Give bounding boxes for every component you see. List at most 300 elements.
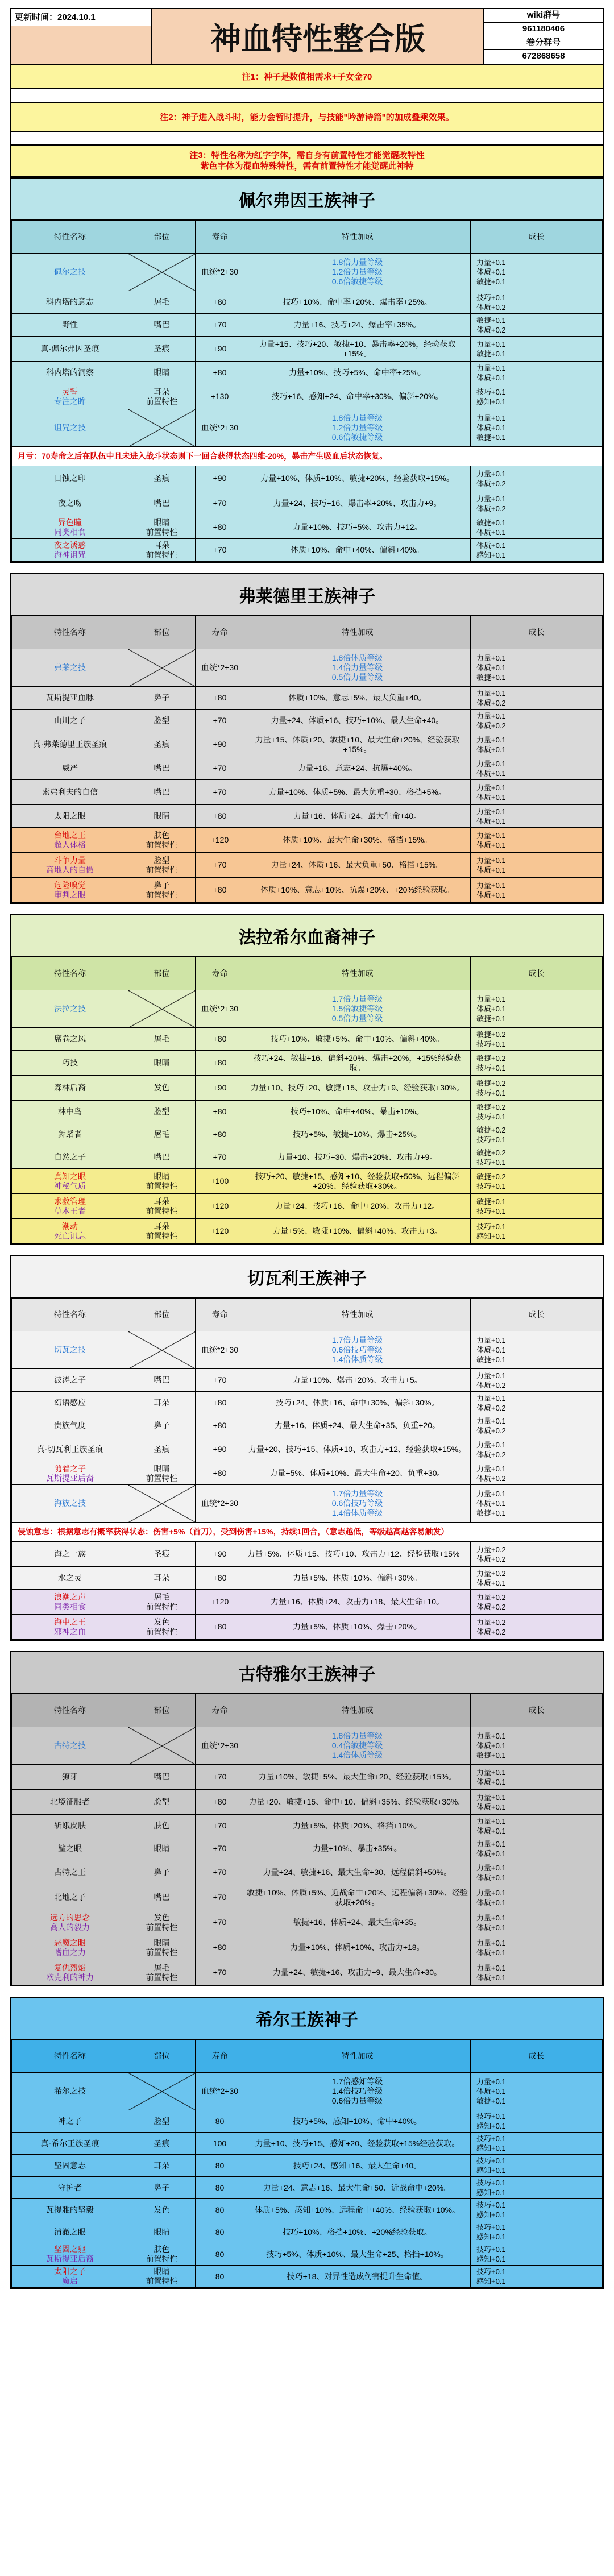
trait-name: 真·切瓦利王族圣痕 bbox=[36, 1445, 103, 1454]
trait-name-cell bbox=[12, 990, 128, 1028]
trait-bonus-line: 力量+16、体质+24、攻击力+18、最大生命+10。 bbox=[271, 1597, 444, 1606]
section-banner: 月亏：70寿命之后在队伍中且未进入战斗状态则下一回合获得状态四维-20%，暴击产生吸血后状态恢复。 bbox=[12, 447, 603, 466]
col-header-part: 部位 bbox=[128, 1694, 196, 1727]
trait-life: 血统*2+30 bbox=[196, 1485, 244, 1523]
trait-part-cell bbox=[128, 1169, 196, 1194]
trait-life: +80 bbox=[196, 1414, 244, 1437]
trait-growth-line: 体质+0.2 bbox=[476, 504, 506, 513]
trait-row bbox=[12, 1194, 603, 1219]
trait-row bbox=[12, 516, 603, 539]
trait-growth-line: 敏捷+0.2 bbox=[476, 1125, 506, 1134]
trait-part: 圣痕 bbox=[154, 1445, 170, 1454]
trait-part-cell bbox=[128, 1369, 196, 1392]
trait-growth-line: 力量+0.1 bbox=[476, 1336, 506, 1345]
col-header-growth: 成长 bbox=[471, 221, 603, 254]
trait-name-cell bbox=[12, 1765, 128, 1790]
trait-bonus-line: 1.4倍力量等级 bbox=[331, 663, 383, 672]
trait-growth-cell bbox=[471, 2110, 603, 2133]
trait-growth-cell bbox=[471, 1615, 603, 1640]
trait-life: 血统*2+30 bbox=[196, 409, 244, 447]
note-1: 注1：神子是数值相需求+子女金70 bbox=[10, 65, 604, 89]
trait-life: 80 bbox=[196, 2221, 244, 2243]
trait-part: 脸型 bbox=[154, 2116, 170, 2126]
section-title: 古特雅尔王族神子 bbox=[11, 1652, 603, 1694]
trait-name-cell bbox=[12, 1219, 128, 1244]
trait-growth-line: 体质+0.1 bbox=[476, 1898, 506, 1907]
trait-bonus-cell bbox=[244, 780, 471, 805]
trait-name: 水之灵 bbox=[58, 1573, 82, 1582]
trait-row bbox=[12, 1462, 603, 1485]
trait-part-cell bbox=[128, 2266, 196, 2288]
trait-growth-cell bbox=[471, 1790, 603, 1815]
col-header-part: 部位 bbox=[128, 1299, 196, 1331]
trait-bonus-line: 0.5倍力量等级 bbox=[331, 673, 383, 682]
trait-bonus-line: 1.4倍体质等级 bbox=[331, 1355, 383, 1364]
trait-growth-cell bbox=[471, 1727, 603, 1765]
trait-life: +70 bbox=[196, 780, 244, 805]
trait-growth-line: 力量+0.1 bbox=[476, 339, 506, 349]
col-header-life: 寿命 bbox=[196, 616, 244, 649]
trait-life: +70 bbox=[196, 710, 244, 732]
trait-part-cell bbox=[128, 1101, 196, 1123]
trait-growth-line: 技巧+0.1 bbox=[476, 1135, 506, 1144]
trait-part: 耳朵 bbox=[154, 1573, 170, 1582]
trait-life: +90 bbox=[196, 466, 244, 491]
trait-part: 眼睛 bbox=[154, 1463, 170, 1473]
trait-growth-cell bbox=[471, 1051, 603, 1076]
trait-bonus-line: 技巧+24、敏捷+16、偏斜+20%、爆击+20%，+15%经验获取。 bbox=[253, 1053, 462, 1072]
trait-bonus-line: 力量+24、体质+16、最大负重+50、格挡+15%。 bbox=[271, 860, 444, 869]
trait-name-cell bbox=[12, 2110, 128, 2133]
trait-part-cell bbox=[128, 828, 196, 853]
trait-life: 血统*2+30 bbox=[196, 1331, 244, 1369]
trait-row bbox=[12, 1437, 603, 1462]
trait-row bbox=[12, 2110, 603, 2133]
trait-part: 发色 bbox=[154, 1083, 170, 1092]
trait-part-cell bbox=[128, 2073, 196, 2110]
trait-section bbox=[10, 177, 604, 563]
trait-part: 圣痕 bbox=[154, 474, 170, 483]
trait-bonus-line: 1.2倍力量等级 bbox=[331, 423, 383, 432]
trait-part-cell bbox=[128, 1392, 196, 1414]
trait-bonus-line: 力量+24、敏捷+16、最大生命+30、远程偏斜+50%。 bbox=[263, 1868, 452, 1877]
trait-life: +70 bbox=[196, 1860, 244, 1885]
trait-life: +90 bbox=[196, 337, 244, 362]
trait-name-cell bbox=[12, 1369, 128, 1392]
trait-growth-line: 力量+0.1 bbox=[476, 2077, 506, 2086]
trait-part-prereq: 前置特性 bbox=[146, 1972, 178, 1982]
trait-name: 异色瞳 bbox=[58, 517, 82, 527]
trait-growth-cell bbox=[471, 990, 603, 1028]
trait-part: 眼睛 bbox=[154, 1058, 170, 1067]
trait-row bbox=[12, 2073, 603, 2110]
trait-bonus-line: 力量+10%、技巧+5%、攻击力+12。 bbox=[292, 522, 422, 532]
trait-part-prereq: 前置特性 bbox=[146, 1206, 178, 1216]
trait-growth-cell bbox=[471, 1219, 603, 1244]
trait-part-cell bbox=[128, 1790, 196, 1815]
trait-bonus-line: 力量+5%、体质+15、技巧+10、攻击力+12、经验获取+15%。 bbox=[247, 1549, 468, 1558]
trait-part-cell bbox=[128, 2243, 196, 2266]
trait-part: 屠毛 bbox=[154, 297, 170, 306]
trait-bonus-line: 力量+10%、爆击+20%、攻击力+5。 bbox=[292, 1375, 422, 1384]
trait-growth-line: 体质+0.1 bbox=[476, 1005, 506, 1013]
trait-part: 鼻子 bbox=[154, 1421, 170, 1430]
trait-bonus-cell bbox=[244, 1765, 471, 1790]
trait-growth-line: 力量+0.1 bbox=[476, 469, 506, 478]
trait-part-cell bbox=[128, 687, 196, 710]
trait-growth-line: 敏捷+0.2 bbox=[476, 1053, 506, 1063]
prerequisite-trait-name: 审判之眼 bbox=[54, 890, 86, 899]
prerequisite-trait-name: 邪神之血 bbox=[54, 1627, 86, 1636]
trait-growth-line: 技巧+0.1 bbox=[476, 1039, 506, 1048]
trait-growth-line: 体质+0.1 bbox=[476, 424, 506, 432]
col-header-part: 部位 bbox=[128, 2040, 196, 2073]
trait-bonus-line: 力量+5%、体质+20%、格挡+10%。 bbox=[293, 1821, 422, 1830]
trait-part: 嘴巴 bbox=[154, 1893, 170, 1902]
trait-growth-line: 体质+0.1 bbox=[476, 2087, 506, 2096]
trait-name: 森林后裔 bbox=[54, 1083, 86, 1092]
trait-table bbox=[11, 2039, 603, 2288]
trait-bonus-line: 技巧+5%、敏捷+10%、爆击+25%。 bbox=[293, 1130, 422, 1139]
trait-name: 波涛之子 bbox=[54, 1375, 86, 1384]
trait-bonus-cell bbox=[244, 1462, 471, 1485]
trait-row bbox=[12, 1860, 603, 1885]
trait-growth-line: 体质+0.1 bbox=[476, 373, 506, 382]
trait-name: 夜之诱惑 bbox=[54, 540, 86, 550]
trait-life: +80 bbox=[196, 362, 244, 384]
trait-name-cell bbox=[12, 780, 128, 805]
trait-bonus-line: 技巧+18、对异性造成伤害提升生命值。 bbox=[287, 2271, 428, 2281]
trait-bonus-line: 0.6倍力量等级 bbox=[331, 2096, 383, 2105]
trait-part: 眼睛 bbox=[154, 1938, 170, 1947]
trait-part-cell bbox=[128, 2110, 196, 2133]
trait-growth-cell bbox=[471, 1146, 603, 1169]
trait-part: 发色 bbox=[154, 1913, 170, 1922]
trait-growth-line: 体质+0.1 bbox=[476, 1777, 506, 1786]
trait-name: 北地之子 bbox=[54, 1893, 86, 1902]
trait-bonus-line: 力量+10、技巧+20、敏捷+15、攻击力+9、经验获取+30%。 bbox=[250, 1083, 464, 1092]
trait-row bbox=[12, 1935, 603, 1960]
trait-growth-line: 力量+0.1 bbox=[476, 1464, 506, 1473]
trait-name-cell bbox=[12, 878, 128, 903]
trait-row bbox=[12, 539, 603, 562]
trait-growth-cell bbox=[471, 2243, 603, 2266]
trait-growth-cell bbox=[471, 805, 603, 828]
trait-name-cell bbox=[12, 2199, 128, 2221]
trait-name: 斗争力量 bbox=[54, 855, 86, 865]
trait-growth-line: 力量+0.1 bbox=[476, 1393, 506, 1403]
trait-bonus-line: 体质+10%、命中+40%、偏斜+40%。 bbox=[291, 545, 424, 554]
trait-growth-line: 力量+0.2 bbox=[476, 1617, 506, 1627]
trait-growth-line: 力量+0.1 bbox=[476, 831, 506, 840]
trait-name-cell bbox=[12, 1462, 128, 1485]
archive-group-number: 672868658 bbox=[522, 51, 565, 61]
trait-row bbox=[12, 409, 603, 447]
header bbox=[10, 8, 604, 65]
trait-row bbox=[12, 1392, 603, 1414]
group-numbers bbox=[483, 9, 603, 64]
trait-growth-cell bbox=[471, 539, 603, 562]
trait-part-cell bbox=[128, 1615, 196, 1640]
trait-row bbox=[12, 1414, 603, 1437]
trait-growth-line: 敏捷+0.2 bbox=[476, 1102, 506, 1111]
trait-bonus-line: 体质+10%、意志+10%、抗爆+20%、+20%经验获取。 bbox=[260, 885, 454, 894]
trait-growth-line: 力量+0.1 bbox=[476, 1888, 506, 1897]
trait-part-cell bbox=[128, 314, 196, 337]
prerequisite-trait-name: 同类相食 bbox=[54, 1602, 86, 1611]
trait-name-cell bbox=[12, 1542, 128, 1567]
update-label: 更新时间： bbox=[15, 13, 58, 22]
trait-part-cell bbox=[128, 466, 196, 491]
trait-growth-cell bbox=[471, 828, 603, 853]
trait-row bbox=[12, 1169, 603, 1194]
trait-growth-cell bbox=[471, 687, 603, 710]
trait-row bbox=[12, 757, 603, 780]
trait-growth-line: 体质+0.1 bbox=[476, 1923, 506, 1932]
trait-life: 100 bbox=[196, 2133, 244, 2155]
trait-growth-line: 力量+0.1 bbox=[476, 1839, 506, 1848]
trait-name: 真知之眼 bbox=[54, 1171, 86, 1181]
trait-row bbox=[12, 1051, 603, 1076]
trait-bonus-cell bbox=[244, 1028, 471, 1051]
trait-name: 坚固之躯 bbox=[54, 2245, 86, 2254]
prerequisite-trait-name: 专注之眸 bbox=[54, 396, 86, 406]
trait-bonus-line: 敏捷+16、体质+24、最大生命+35。 bbox=[293, 1918, 422, 1927]
trait-name: 山川之子 bbox=[54, 716, 86, 725]
trait-growth-cell bbox=[471, 1960, 603, 1985]
table-header-row bbox=[12, 616, 603, 649]
trait-growth-line: 敏捷+0.1 bbox=[476, 277, 506, 286]
trait-part: 发色 bbox=[154, 1617, 170, 1627]
trait-life: +90 bbox=[196, 1076, 244, 1101]
trait-name: 灵誓 bbox=[62, 387, 78, 396]
trait-growth-line: 敏捷+0.1 bbox=[476, 1197, 506, 1206]
trait-growth-line: 力量+0.1 bbox=[476, 759, 506, 768]
trait-life: +70 bbox=[196, 1910, 244, 1935]
trait-life: +80 bbox=[196, 805, 244, 828]
trait-name: 科内塔的洞察 bbox=[46, 368, 94, 377]
trait-growth-line: 力量+0.2 bbox=[476, 1569, 506, 1578]
trait-bonus-cell bbox=[244, 853, 471, 878]
trait-part-cell bbox=[128, 409, 196, 447]
table-header-row bbox=[12, 2040, 603, 2073]
trait-life: +70 bbox=[196, 853, 244, 878]
trait-name-cell bbox=[12, 314, 128, 337]
trait-row bbox=[12, 1590, 603, 1615]
trait-growth-line: 体质+0.1 bbox=[476, 541, 506, 550]
trait-row bbox=[12, 1727, 603, 1765]
trait-row bbox=[12, 1219, 603, 1244]
prerequisite-trait-name: 高地人的自傲 bbox=[46, 865, 94, 874]
table-header-row bbox=[12, 1299, 603, 1331]
trait-life: +70 bbox=[196, 1369, 244, 1392]
trait-part: 眼睛 bbox=[154, 368, 170, 377]
trait-growth-line: 体质+0.1 bbox=[476, 745, 506, 754]
trait-part-prereq: 前置特性 bbox=[146, 550, 178, 559]
trait-growth-line: 技巧+0.1 bbox=[476, 293, 506, 302]
col-header-life: 寿命 bbox=[196, 2040, 244, 2073]
trait-growth-line: 敏捷+0.1 bbox=[476, 673, 506, 682]
trait-growth-line: 力量+0.1 bbox=[476, 1963, 506, 1972]
trait-bonus-cell bbox=[244, 1542, 471, 1567]
trait-name-cell bbox=[12, 1123, 128, 1146]
trait-life: +70 bbox=[196, 1885, 244, 1910]
trait-life: +70 bbox=[196, 1146, 244, 1169]
trait-name: 索弗利夫的自信 bbox=[42, 787, 98, 797]
trait-growth-line: 力量+0.1 bbox=[476, 258, 506, 267]
trait-growth-line: 感知+0.1 bbox=[476, 1231, 506, 1241]
trait-part-cell bbox=[128, 1837, 196, 1860]
trait-growth-line: 技巧+0.1 bbox=[476, 1181, 506, 1190]
trait-growth-line: 技巧+0.1 bbox=[476, 2245, 506, 2254]
trait-growth-line: 体质+0.1 bbox=[476, 663, 506, 672]
trait-bonus-line: 1.7倍力量等级 bbox=[331, 1489, 383, 1498]
section-banner-row bbox=[12, 1523, 603, 1542]
col-header-part: 部位 bbox=[128, 616, 196, 649]
trait-life: +80 bbox=[196, 1790, 244, 1815]
trait-part-cell bbox=[128, 1076, 196, 1101]
trait-part-cell bbox=[128, 1567, 196, 1590]
trait-part-prereq: 前置特性 bbox=[146, 890, 178, 899]
trait-growth-line: 体质+0.2 bbox=[476, 1426, 506, 1435]
trait-bonus-cell bbox=[244, 1590, 471, 1615]
prerequisite-trait-name: 欧克利的神力 bbox=[46, 1972, 94, 1982]
trait-growth-line: 体质+0.2 bbox=[476, 1602, 506, 1611]
trait-growth-cell bbox=[471, 491, 603, 516]
trait-growth-cell bbox=[471, 757, 603, 780]
trait-growth-line: 体质+0.2 bbox=[476, 1403, 506, 1412]
trait-bonus-line: 技巧+5%、感知+10%、命中+40%。 bbox=[293, 2116, 422, 2126]
trait-bonus-line: 力量+10%、暴击+35%。 bbox=[313, 1844, 402, 1853]
trait-bonus-line: 力量+20、敏捷+15、命中+10、偏斜+35%、经验获取+30%。 bbox=[248, 1797, 466, 1806]
trait-part-prereq: 前置特性 bbox=[146, 1947, 178, 1957]
trait-row bbox=[12, 337, 603, 362]
page-title: 神血特性整合版 bbox=[152, 9, 483, 64]
trait-name-cell bbox=[12, 1076, 128, 1101]
trait-bonus-cell bbox=[244, 1815, 471, 1837]
trait-name: 瓦斯提亚血脉 bbox=[46, 693, 94, 702]
trait-part-prereq: 前置特性 bbox=[146, 1627, 178, 1636]
trait-bonus-cell bbox=[244, 990, 471, 1028]
trait-life: +80 bbox=[196, 516, 244, 539]
trait-name: 海之一族 bbox=[54, 1549, 86, 1558]
trait-name-cell bbox=[12, 1392, 128, 1414]
trait-bonus-line: 力量+10%、体质+10%、敏捷+20%，经验获取+15%。 bbox=[260, 474, 454, 483]
trait-bonus-line: 力量+16、意志+24、抗爆+40%。 bbox=[297, 764, 417, 773]
trait-life: +70 bbox=[196, 539, 244, 562]
trait-bonus-line: 力量+16、体质+24、最大生命+35、负重+20。 bbox=[275, 1421, 440, 1430]
trait-growth-cell bbox=[471, 1392, 603, 1414]
trait-name-cell bbox=[12, 2243, 128, 2266]
prerequisite-trait-name: 死亡讯息 bbox=[54, 1231, 86, 1241]
trait-row bbox=[12, 1790, 603, 1815]
trait-table bbox=[11, 1694, 603, 1985]
col-header-bonus: 特性加成 bbox=[244, 1694, 471, 1727]
trait-name-cell bbox=[12, 1146, 128, 1169]
trait-growth-cell bbox=[471, 337, 603, 362]
trait-row bbox=[12, 2177, 603, 2199]
trait-part-prereq: 前置特性 bbox=[146, 840, 178, 849]
trait-life: +80 bbox=[196, 1051, 244, 1076]
trait-part-cell bbox=[128, 757, 196, 780]
trait-name-cell bbox=[12, 1101, 128, 1123]
trait-name: 神之子 bbox=[58, 2116, 82, 2126]
col-header-growth: 成长 bbox=[471, 1694, 603, 1727]
trait-growth-line: 体质+0.1 bbox=[476, 1578, 506, 1587]
trait-part-prereq: 前置特性 bbox=[146, 1181, 178, 1190]
trait-name: 诅咒之技 bbox=[54, 423, 86, 432]
col-header-name: 特性名称 bbox=[12, 221, 128, 254]
trait-row bbox=[12, 1837, 603, 1860]
header-blank bbox=[11, 26, 151, 64]
trait-life: +70 bbox=[196, 314, 244, 337]
trait-bonus-line: 力量+10、技巧+30、爆击+20%、攻击力+9。 bbox=[277, 1152, 438, 1162]
trait-part: 圣痕 bbox=[154, 1549, 170, 1558]
trait-growth-line: 体质+0.2 bbox=[476, 325, 506, 334]
trait-name-cell bbox=[12, 1960, 128, 1985]
trait-bonus-line: 力量+20、技巧+15、体质+10、攻击力+12、经验获取+15%。 bbox=[248, 1445, 467, 1454]
trait-bonus-line: 0.6倍敏捷等级 bbox=[331, 433, 383, 442]
trait-name: 弗莱之技 bbox=[54, 663, 86, 672]
trait-part: 发色 bbox=[154, 2205, 170, 2214]
trait-growth-line: 技巧+0.1 bbox=[476, 1206, 506, 1216]
trait-part-cell bbox=[128, 1815, 196, 1837]
trait-bonus-line: 0.6倍敏捷等级 bbox=[331, 277, 383, 286]
trait-growth-line: 技巧+0.1 bbox=[476, 1222, 506, 1231]
trait-growth-line: 感知+0.1 bbox=[476, 2255, 506, 2263]
trait-part-cell bbox=[128, 649, 196, 687]
trait-part-cell bbox=[128, 1123, 196, 1146]
trait-name: 古特之技 bbox=[54, 1741, 86, 1750]
trait-name: 海族之技 bbox=[54, 1499, 86, 1508]
section-title: 法拉希尔血裔神子 bbox=[11, 915, 603, 957]
trait-growth-line: 体质+0.1 bbox=[476, 890, 506, 899]
trait-growth-line: 感知+0.1 bbox=[476, 2210, 506, 2219]
note-2: 注2：神子进入战斗时，能力会暂时提升，与技能"吟游诗篇"的加成叠乘效果。 bbox=[10, 102, 604, 132]
trait-growth-line: 力量+0.1 bbox=[476, 856, 506, 865]
trait-part-cell bbox=[128, 853, 196, 878]
trait-name-cell bbox=[12, 1028, 128, 1051]
trait-growth-line: 体质+0.1 bbox=[476, 793, 506, 802]
prerequisite-trait-name: 高人的毅力 bbox=[50, 1922, 90, 1932]
trait-growth-line: 力量+0.1 bbox=[476, 1768, 506, 1777]
trait-row bbox=[12, 314, 603, 337]
section-title: 佩尔弗因王族神子 bbox=[11, 179, 603, 220]
trait-growth-line: 体质+0.1 bbox=[476, 268, 506, 276]
trait-bonus-line: 力量+24、技巧+16、命中+20%、攻击力+12。 bbox=[275, 1201, 440, 1210]
trait-name-cell bbox=[12, 1331, 128, 1369]
trait-name: 法拉之技 bbox=[54, 1004, 86, 1013]
trait-growth-line: 体质+0.1 bbox=[476, 1948, 506, 1957]
section-banner: 侵蚀意志：根据意志有概率获得状态：伤害+5%（首刀），受到伤害+15%，持续1回合，（意志越低，等级越高越容易触发） bbox=[12, 1523, 603, 1542]
prerequisite-trait-name: 草木王者 bbox=[54, 1206, 86, 1216]
trait-part-cell bbox=[128, 1935, 196, 1960]
trait-part: 眼睛 bbox=[154, 1844, 170, 1853]
trait-bonus-cell bbox=[244, 291, 471, 314]
trait-row bbox=[12, 649, 603, 687]
trait-part: 鼻子 bbox=[154, 693, 170, 702]
trait-bonus-line: 1.8倍力量等级 bbox=[331, 1731, 383, 1740]
trait-row bbox=[12, 362, 603, 384]
trait-growth-line: 力量+0.1 bbox=[476, 1490, 506, 1498]
trait-part-cell bbox=[128, 1462, 196, 1485]
trait-part-cell bbox=[128, 1765, 196, 1790]
trait-growth-cell bbox=[471, 649, 603, 687]
trait-bonus-cell bbox=[244, 1169, 471, 1194]
trait-name: 幻语感应 bbox=[54, 1398, 86, 1407]
trait-part-cell bbox=[128, 291, 196, 314]
trait-part-prereq: 前置特性 bbox=[146, 527, 178, 537]
